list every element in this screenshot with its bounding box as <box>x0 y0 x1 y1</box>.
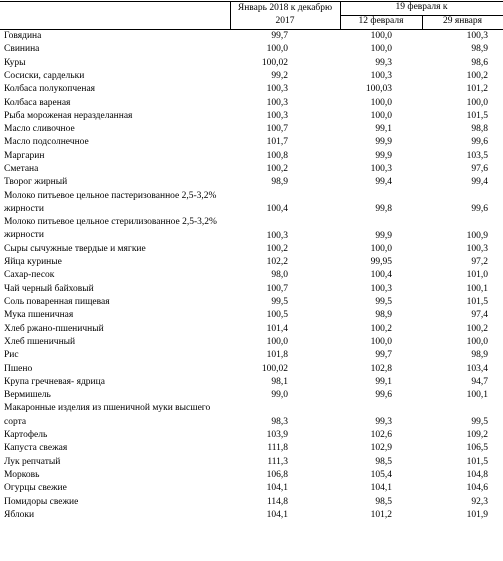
value-to-feb12: 98,5 <box>375 496 392 507</box>
row-label: Рис <box>4 350 19 361</box>
value-to-feb12: 100,03 <box>365 84 392 95</box>
value-to-jan29: 99,6 <box>471 203 488 214</box>
value-to-feb12: 100,3 <box>370 70 392 81</box>
value-jan-to-dec: 100,8 <box>266 150 288 161</box>
row-label: Молоко питьевое цельное стерилизованное 2,5-3,2% жирности <box>4 217 217 241</box>
value-to-feb12: 100,3 <box>370 283 392 294</box>
value-to-jan29: 101,2 <box>466 84 488 95</box>
header-col3-label: 29 января <box>442 16 483 26</box>
value-jan-to-dec: 100,02 <box>261 363 288 374</box>
value-to-jan29: 104,8 <box>466 469 488 480</box>
value-to-feb12: 99,4 <box>375 177 392 188</box>
value-jan-to-dec: 102,2 <box>266 257 288 268</box>
header-col1-label: Январь 2018 к декабрю 2017 <box>237 3 333 26</box>
row-label: Масло подсолнечное <box>4 137 89 148</box>
value-jan-to-dec: 100,3 <box>266 84 288 95</box>
row-label: Соль поваренная пищевая <box>4 297 110 307</box>
value-to-jan29: 100,2 <box>466 70 488 81</box>
value-to-jan29: 101,5 <box>466 110 488 121</box>
value-to-jan29: 99,6 <box>471 137 488 148</box>
value-jan-to-dec: 100,2 <box>266 164 288 174</box>
col-divider-1 <box>230 1 231 29</box>
row-label: Яйца куриные <box>4 257 62 268</box>
value-to-jan29: 97,4 <box>471 310 488 321</box>
value-to-jan29: 97,2 <box>471 257 488 268</box>
value-jan-to-dec: 100,3 <box>266 230 288 241</box>
value-jan-to-dec: 98,1 <box>271 376 288 387</box>
value-to-jan29: 100,1 <box>466 390 488 401</box>
row-label: Хлеб ржано-пшеничный <box>4 323 104 334</box>
row-label: Капуста свежая <box>4 443 68 454</box>
value-to-feb12: 99,1 <box>375 124 392 135</box>
value-to-jan29: 99,5 <box>471 416 488 427</box>
value-to-jan29: 100,3 <box>466 243 488 254</box>
value-to-jan29: 101,5 <box>466 297 488 307</box>
value-to-jan29: 98,9 <box>471 44 488 55</box>
value-jan-to-dec: 99,2 <box>271 70 288 81</box>
value-to-feb12: 102,9 <box>370 443 392 454</box>
value-to-jan29: 100,9 <box>466 230 488 241</box>
row-label: Творог жирный <box>4 177 68 188</box>
value-to-jan29: 100,2 <box>466 323 488 334</box>
value-to-jan29: 109,2 <box>466 430 488 440</box>
value-to-feb12: 100,0 <box>370 44 392 55</box>
value-to-feb12: 100,3 <box>370 164 392 174</box>
value-jan-to-dec: 98,0 <box>271 270 288 281</box>
value-to-feb12: 105,4 <box>370 469 392 480</box>
row-label: Рыба мороженая неразделанная <box>4 110 133 121</box>
row-label: Сметана <box>4 164 39 174</box>
row-label: Маргарин <box>4 150 45 161</box>
row-label: Вермишель <box>4 390 51 401</box>
value-jan-to-dec: 100,3 <box>266 97 288 108</box>
value-to-feb12: 100,4 <box>370 270 392 281</box>
header-bottom-rule <box>0 29 503 30</box>
value-to-feb12: 99,8 <box>375 203 392 214</box>
row-label: Картофель <box>4 430 48 440</box>
value-to-feb12: 102,8 <box>370 363 392 374</box>
value-to-feb12: 104,1 <box>370 483 392 494</box>
row-label: Молоко питьевое цельное пастеризованное 2,5-3,2% жирности <box>4 190 217 214</box>
value-to-feb12: 100,2 <box>370 323 392 334</box>
row-label: Куры <box>4 57 26 68</box>
value-to-jan29: 103,5 <box>466 150 488 161</box>
value-to-jan29: 94,7 <box>471 376 488 387</box>
value-to-jan29: 100,1 <box>466 283 488 294</box>
value-to-feb12: 100,0 <box>370 110 392 121</box>
row-label: Сахар-песок <box>4 270 55 281</box>
row-label: Чай черный байховый <box>4 283 94 294</box>
value-to-jan29: 97,6 <box>471 164 488 174</box>
header-col2-label: 12 февраля <box>358 16 404 26</box>
value-jan-to-dec: 98,9 <box>271 177 288 188</box>
value-jan-to-dec: 101,8 <box>266 350 288 361</box>
row-label: Крупа гречневая- ядрица <box>4 376 105 387</box>
value-to-feb12: 100,0 <box>370 336 392 347</box>
row-label: Хлеб пшеничный <box>4 336 76 347</box>
value-to-jan29: 106,5 <box>466 443 488 454</box>
value-jan-to-dec: 99,7 <box>271 31 288 41</box>
value-to-jan29: 92,3 <box>471 496 488 507</box>
value-jan-to-dec: 100,02 <box>261 57 288 68</box>
value-jan-to-dec: 98,3 <box>271 416 288 427</box>
row-label: Морковь <box>4 469 40 480</box>
value-to-jan29: 103,4 <box>466 363 488 374</box>
value-jan-to-dec: 114,8 <box>266 496 288 507</box>
value-to-jan29: 98,8 <box>471 124 488 135</box>
row-label: Макаронные изделия из пшеничной муки высшего сорта <box>4 403 211 427</box>
row-label: Колбаса вареная <box>4 97 71 108</box>
value-to-jan29: 98,6 <box>471 57 488 68</box>
value-jan-to-dec: 100,0 <box>266 44 288 55</box>
value-to-feb12: 99,6 <box>375 390 392 401</box>
value-jan-to-dec: 100,2 <box>266 243 288 254</box>
value-to-jan29: 101,5 <box>466 456 488 467</box>
value-to-feb12: 102,6 <box>370 430 392 440</box>
value-jan-to-dec: 100,7 <box>266 124 288 135</box>
value-jan-to-dec: 111,3 <box>267 456 288 467</box>
row-label: Помидоры свежие <box>4 496 79 507</box>
value-to-feb12: 98,9 <box>375 310 392 321</box>
value-to-feb12: 99,9 <box>375 150 392 161</box>
value-to-feb12: 99,1 <box>375 376 392 387</box>
row-label: Пшено <box>4 363 33 374</box>
row-label: Свинина <box>4 44 40 55</box>
value-jan-to-dec: 100,0 <box>266 336 288 347</box>
row-label: Яблоки <box>4 509 35 520</box>
row-label: Говядина <box>4 31 42 41</box>
value-to-feb12: 99,3 <box>375 416 392 427</box>
value-jan-to-dec: 104,1 <box>266 483 288 494</box>
value-to-feb12: 101,2 <box>370 509 392 520</box>
row-label: Сосиски, сардельки <box>4 70 85 81</box>
value-to-jan29: 99,4 <box>471 177 488 188</box>
row-label: Масло сливочное <box>4 124 75 135</box>
value-to-jan29: 100,3 <box>466 31 488 41</box>
value-jan-to-dec: 103,9 <box>266 430 288 440</box>
value-to-feb12: 99,95 <box>370 257 392 268</box>
value-to-feb12: 99,5 <box>375 297 392 307</box>
row-label: Мука пшеничная <box>4 310 74 321</box>
value-jan-to-dec: 101,4 <box>266 323 288 334</box>
value-jan-to-dec: 100,7 <box>266 283 288 294</box>
value-jan-to-dec: 101,7 <box>266 137 288 148</box>
row-label: Огурцы свежие <box>4 483 67 494</box>
value-jan-to-dec: 104,1 <box>266 509 288 520</box>
value-to-jan29: 101,0 <box>466 270 488 281</box>
value-to-feb12: 100,0 <box>370 97 392 108</box>
value-to-feb12: 99,9 <box>375 230 392 241</box>
value-to-feb12: 99,9 <box>375 137 392 148</box>
value-to-jan29: 101,9 <box>466 509 488 520</box>
value-jan-to-dec: 100,4 <box>266 203 288 214</box>
value-to-jan29: 98,9 <box>471 350 488 361</box>
value-jan-to-dec: 99,5 <box>271 297 288 307</box>
value-to-feb12: 100,0 <box>370 31 392 41</box>
value-jan-to-dec: 100,3 <box>266 110 288 121</box>
row-label: Колбаса полукопченая <box>4 84 96 95</box>
header-group-label: 19 февраля к <box>395 2 448 12</box>
value-to-feb12: 99,7 <box>375 350 392 361</box>
row-label: Сыры сычужные твердые и мягкие <box>4 243 146 254</box>
value-jan-to-dec: 100,5 <box>266 310 288 321</box>
value-jan-to-dec: 111,8 <box>267 443 288 454</box>
row-label: Лук репчатый <box>4 456 61 467</box>
value-jan-to-dec: 106,8 <box>266 469 288 480</box>
value-to-feb12: 98,5 <box>375 456 392 467</box>
value-jan-to-dec: 99,0 <box>271 390 288 401</box>
value-to-feb12: 100,0 <box>370 243 392 254</box>
value-to-jan29: 100,0 <box>466 336 488 347</box>
value-to-jan29: 104,6 <box>466 483 488 494</box>
value-to-jan29: 100,0 <box>466 97 488 108</box>
value-to-feb12: 99,3 <box>375 57 392 68</box>
